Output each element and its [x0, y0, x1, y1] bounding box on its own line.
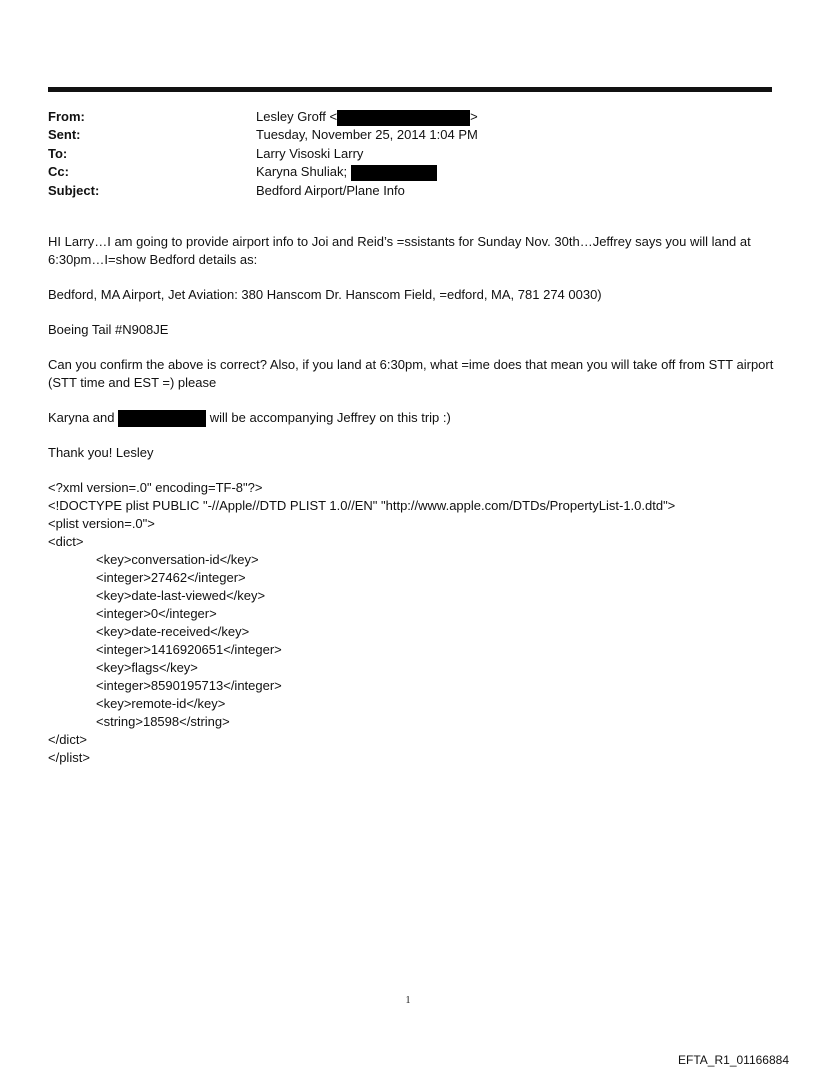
body-p5-end: will be accompanying Jeffrey on this trip :): [209, 410, 451, 425]
from-value: [256, 108, 478, 126]
email-header: [48, 108, 772, 200]
xml-line: <key>date-last-viewed</key>: [96, 588, 266, 604]
xml-line: <key>flags</key>: [96, 660, 198, 676]
body-paragraph-3: Boeing Tail #N908JE: [48, 322, 169, 337]
cc-label: Cc:: [48, 164, 69, 180]
subject-label: Subject:: [48, 182, 100, 198]
from-open-bracket: <: [329, 109, 338, 124]
sent-row: [48, 126, 772, 144]
from-label: From:: [48, 109, 85, 124]
body-paragraph-1: HI Larry…I am going to provide airport info to Joi and Reid’s =ssistants for Sunday Nov. 30th…Jeffrey says you will land at 6:30pm…I=show Bedford details as:: [48, 234, 751, 267]
xml-line: </dict>: [48, 732, 88, 748]
xml-line: <!DOCTYPE plist PUBLIC "-//Apple//DTD PLIST 1.0//EN" "http://www.apple.com/DTDs/PropertyList-1.0.dtd">: [48, 498, 676, 514]
xml-line: <integer>0</integer>: [96, 606, 217, 622]
body-paragraph-4: Can you confirm the above is correct? Also, if you land at 6:30pm, what =ime does that mean you will take off from STT airport (STT time and EST =) please: [48, 357, 774, 390]
xml-line: <dict>: [48, 534, 84, 550]
xml-line: <key>remote-id</key>: [96, 696, 226, 712]
to-value: Larry Visoski Larry: [256, 145, 364, 161]
xml-line: <string>18598</string>: [96, 714, 230, 730]
xml-line: <key>conversation-id</key>: [96, 552, 259, 568]
xml-line: </plist>: [48, 750, 90, 766]
xml-line: <integer>8590195713</integer>: [96, 678, 282, 694]
body-paragraph-2: Bedford, MA Airport, Jet Aviation: 380 Hanscom Dr. Hanscom Field, =edford, MA, 781 274 0030): [48, 287, 602, 302]
cc-value: [256, 163, 437, 181]
page-number: 1: [405, 995, 411, 1006]
xml-line: <?xml version=.0" encoding=TF-8"?>: [48, 480, 263, 496]
subject-value: Bedford Airport/Plane Info: [256, 182, 405, 198]
redaction-from-email: [337, 110, 470, 126]
redaction-cc: [351, 165, 437, 181]
plist-block: [48, 479, 778, 767]
sent-value: Tuesday, November 25, 2014 1:04 PM: [256, 127, 478, 143]
subject-row: [48, 182, 772, 200]
sent-label: Sent:: [48, 127, 81, 143]
header-rule: [48, 87, 772, 92]
xml-line: <key>date-received</key>: [96, 624, 250, 640]
document-id: EFTA_R1_01166884: [678, 1053, 789, 1067]
xml-line: <integer>27462</integer>: [96, 570, 246, 586]
cc-name: Karyna Shuliak;: [256, 164, 348, 180]
body-paragraph-6: Thank you! Lesley: [48, 445, 154, 461]
to-row: [48, 145, 772, 163]
email-body: [48, 233, 778, 767]
from-name: Lesley Groff: [256, 109, 326, 124]
body-paragraph-5: [48, 409, 778, 427]
body-p5-start: Karyna and: [48, 410, 115, 425]
to-label: To:: [48, 145, 68, 161]
from-close-bracket: >: [470, 109, 478, 124]
from-row: [48, 108, 772, 126]
xml-line: <integer>1416920651</integer>: [96, 642, 282, 658]
cc-row: [48, 163, 772, 181]
xml-line: <plist version=.0">: [48, 516, 155, 532]
redaction-companion: [118, 410, 206, 427]
